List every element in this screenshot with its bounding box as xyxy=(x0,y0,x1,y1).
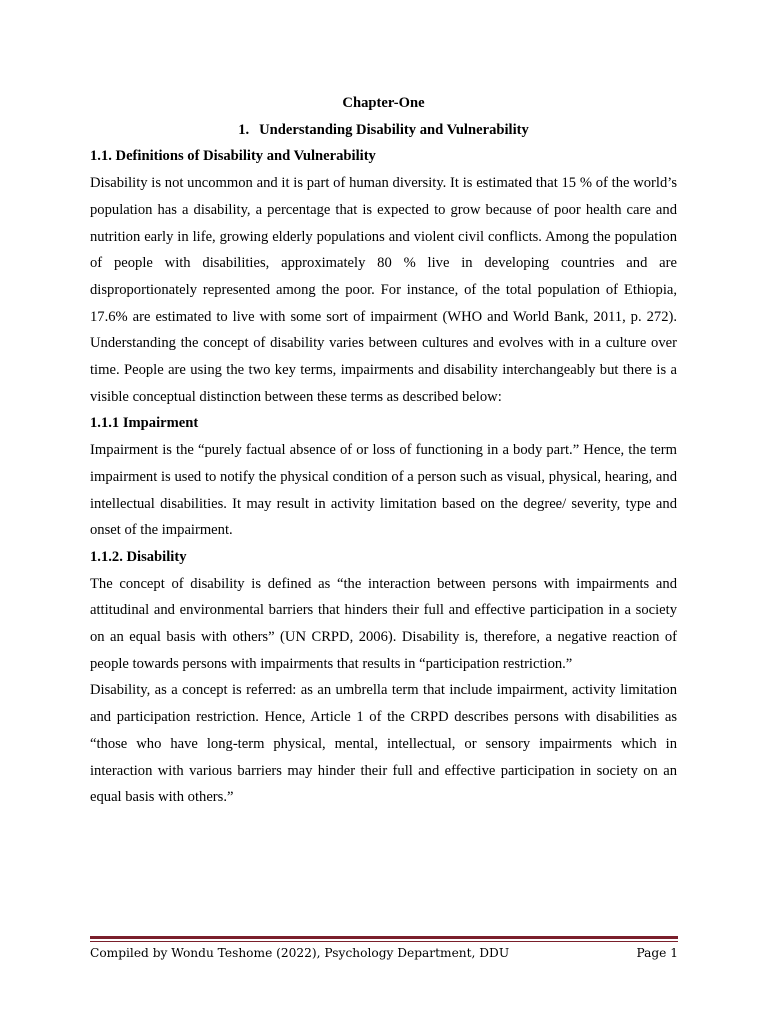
subsection-heading-impairment: 1.1.1 Impairment xyxy=(90,415,199,432)
page-number: Page 1 xyxy=(636,946,678,960)
subsection-heading-disability: 1.1.2. Disability xyxy=(90,548,187,565)
paragraph-impairment: Impairment is the “purely factual absence of or loss of functioning in a body part.” Hence, the term impairment is used to notify the physical condition of a person such as visual, physical, hearing, and intellectual disabilities. It may result in activity limitation based on the degree/ severity, type and onset of the impairment. xyxy=(90,442,677,539)
paragraph-definitions: Disability is not uncommon and it is part of human diversity. It is estimated that 15 % of the world’s population has a disability, a percentage that is expected to grow because of poor health care and nutrition early in life, growing elderly populations and violent civil conflicts. Among the population of people with disabilities, approximately 80 % live in developing countries and are disproportionately represented among the poor. For instance, of the total population of Ethiopia, 17.6% are estimated to live with some sort of impairment (WHO and World Bank, 2011, p. 272). Understanding the concept of disability varies between cultures and evolves with in a culture over time. People are using the two key terms, impairments and disability interchangeably but there is a visible conceptual distinction between these terms as described below: xyxy=(90,175,677,405)
page-footer xyxy=(90,944,678,962)
footer-credit: Compiled by Wondu Teshome (2022), Psychology Department, DDU xyxy=(90,946,510,960)
chapter-heading: Chapter-One xyxy=(342,95,425,111)
paragraph-disability-1: The concept of disability is defined as “the interaction between persons with impairments and attitudinal and environmental barriers that hinders their full and effective participation in a society on an equal basis with others” (UN CRPD, 2006). Disability is, therefore, a negative reaction of people towards persons with impairments that results in “participation restriction.” xyxy=(90,575,677,672)
subsection-heading-definitions: 1.1. Definitions of Disability and Vulnerability xyxy=(90,148,376,165)
section-title-text: Understanding Disability and Vulnerability xyxy=(259,121,529,138)
document-page xyxy=(90,90,677,811)
paragraph-disability-2: Disability, as a concept is referred: as an umbrella term that include impairment, activity limitation and participation restriction. Hence, Article 1 of the CRPD describes persons with disabilities as “those who have long-term physical, mental, intellectual, or sensory impairments which in interaction with various barriers may hinder their full and effective participation in society on an equal basis with others.” xyxy=(90,682,677,806)
section-title xyxy=(90,117,677,144)
section-number: 1. xyxy=(238,121,250,138)
footer-rule-thick xyxy=(90,936,678,939)
footer-rule-thin xyxy=(90,941,678,942)
